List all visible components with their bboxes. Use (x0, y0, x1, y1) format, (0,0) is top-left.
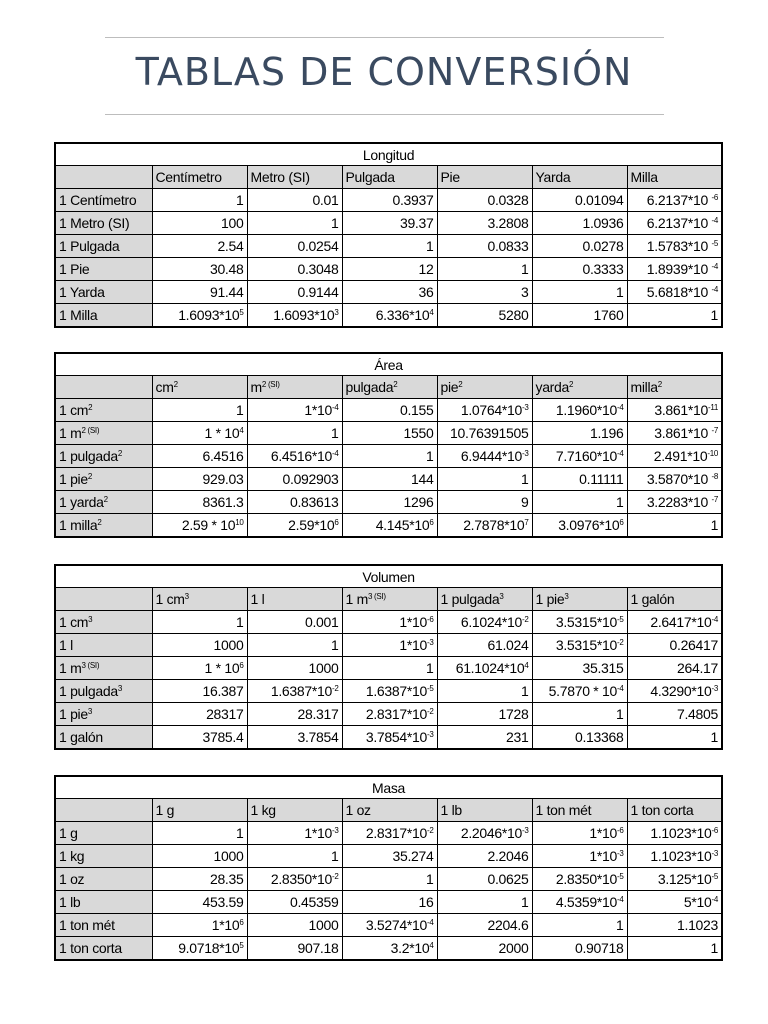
table-cell: 1 (152, 611, 247, 634)
row-header: 1 Centímetro (55, 189, 152, 212)
column-header: milla$^2$ (627, 376, 722, 399)
table-header-row (55, 588, 722, 611)
table-cell: $1 * 10^6$ (152, 657, 247, 680)
header-corner-cell (55, 166, 152, 189)
table-cell: 3.2283*10 $^{-7}$ (627, 491, 722, 514)
table-cell: $1.6387*10^{-5}$ (342, 680, 437, 703)
table-cell: 3.861*10 $^{-7}$ (627, 422, 722, 445)
table-cell: $2.59 * 10^{10}$ (152, 514, 247, 538)
table-cell: $2.8350*10^{-5}$ (532, 868, 627, 891)
table-cell: 6.2137*10 $^{-6}$ (627, 189, 722, 212)
title-bottom-rule (105, 114, 664, 115)
table-cell: 9 (437, 491, 532, 514)
table-row (55, 822, 722, 845)
table-cell: 16 (342, 891, 437, 914)
table-masa (54, 775, 723, 961)
table-cell: 1000 (152, 634, 247, 657)
table-cell: 3785.4 (152, 726, 247, 750)
table-volumen (54, 564, 723, 750)
row-header: 1 galón (55, 726, 152, 750)
table-cell: 91.44 (152, 281, 247, 304)
row-header: 1 lb (55, 891, 152, 914)
title-top-rule (105, 37, 664, 38)
row-header: 1 pie$^2$ (55, 468, 152, 491)
table-cell: 35.315 (532, 657, 627, 680)
table-cell: 8361.3 (152, 491, 247, 514)
table-cell: 0.9144 (247, 281, 342, 304)
table-cell: $3.861*10^{-11}$ (627, 399, 722, 422)
table-row (55, 281, 722, 304)
table-row (55, 422, 722, 445)
table-cell: 1 (342, 868, 437, 891)
row-header: 1 ton mét (55, 914, 152, 937)
table-row (55, 235, 722, 258)
table-cell: 12 (342, 258, 437, 281)
table-cell: 2.54 (152, 235, 247, 258)
table-cell: 453.59 (152, 891, 247, 914)
table-cell: $2.6417*10^{-4}$ (627, 611, 722, 634)
row-header: 1 Pie (55, 258, 152, 281)
table-cell: 1296 (342, 491, 437, 514)
table-cell: $1.6093*10^3$ (247, 304, 342, 328)
table-row (55, 634, 722, 657)
table-cell: 0.90718 (532, 937, 627, 961)
table-cell: $2.8317*10^{-2}$ (342, 822, 437, 845)
table-cell: 28317 (152, 703, 247, 726)
table-caption: Volumen (55, 565, 722, 588)
table-row (55, 680, 722, 703)
table-cell: $1*10^6$ (152, 914, 247, 937)
table-cell: 7.4805 (627, 703, 722, 726)
table-row (55, 468, 722, 491)
table-cell: 2000 (437, 937, 532, 961)
table-cell: 0.3048 (247, 258, 342, 281)
table-row (55, 304, 722, 328)
row-header: 1 pulgada$^2$ (55, 445, 152, 468)
table-cell: 1 (437, 468, 532, 491)
page-title: TABLAS DE CONVERSIÓN (135, 50, 633, 94)
table-cell: $2.2046*10^{-3}$ (437, 822, 532, 845)
column-header: 1 l (247, 588, 342, 611)
table-cell: 6.2137*10 $^{-4}$ (627, 212, 722, 235)
table-cell: $6.1024*10^{-2}$ (437, 611, 532, 634)
column-header: Metro (SI) (247, 166, 342, 189)
table-cell: $1.6093*10^5$ (152, 304, 247, 328)
table-cell: 0.001 (247, 611, 342, 634)
table-cell: 1.196 (532, 422, 627, 445)
table-cell: $3.5315*10^{-5}$ (532, 611, 627, 634)
table-longitud (54, 142, 723, 328)
column-header: Pie (437, 166, 532, 189)
table-cell: $6.4516*10^{-4}$ (247, 445, 342, 468)
table-cell: $2.8317*10^{-2}$ (342, 703, 437, 726)
table-cell: 5280 (437, 304, 532, 328)
column-header: 1 ton mét (532, 799, 627, 822)
table-cell: 0.3333 (532, 258, 627, 281)
column-header: 1 kg (247, 799, 342, 822)
table-cell: 1.8939*10 $^{-4}$ (627, 258, 722, 281)
table-cell: 1 (627, 304, 722, 328)
table-cell: 1 (437, 258, 532, 281)
table-cell: 1 (627, 514, 722, 538)
table-row (55, 611, 722, 634)
table-cell: $1*10^{-3}$ (532, 845, 627, 868)
table-cell: 144 (342, 468, 437, 491)
table-cell: 1 (532, 281, 627, 304)
table-row (55, 937, 722, 961)
column-header: 1 g (152, 799, 247, 822)
table-cell: $1.1960*10^{-4}$ (532, 399, 627, 422)
table-cell: 0.26417 (627, 634, 722, 657)
table-cell: $2.491*10^{-10}$ (627, 445, 722, 468)
table-cell: 3 (437, 281, 532, 304)
table-row (55, 445, 722, 468)
row-header: 1 $m^{2 (SI)}$ (55, 422, 152, 445)
table-cell: 1 (152, 399, 247, 422)
table-cell: $1*10^{-6}$ (532, 822, 627, 845)
table-cell: 16.387 (152, 680, 247, 703)
table-row (55, 703, 722, 726)
row-header: 1 $m^{3 (SI)}$ (55, 657, 152, 680)
column-header: pulgada$^2$ (342, 376, 437, 399)
table-cell: 3.7854 (247, 726, 342, 750)
row-header: 1 pulgada$^3$ (55, 680, 152, 703)
header-corner-cell (55, 799, 152, 822)
table-cell: 1 (152, 189, 247, 212)
table-cell: 35.274 (342, 845, 437, 868)
table-cell: 61.024 (437, 634, 532, 657)
column-header: $m^{2 (SI)}$ (247, 376, 342, 399)
column-header: Milla (627, 166, 722, 189)
column-header: 1 $cm^3$ (152, 588, 247, 611)
table-cell: $1.1023*10^{-3}$ (627, 845, 722, 868)
table-cell: 907.18 (247, 937, 342, 961)
table-cell: 1.1023 (627, 914, 722, 937)
row-header: 1 ton corta (55, 937, 152, 961)
table-cell: $1.0764*10^{-3}$ (437, 399, 532, 422)
table-cell: 100 (152, 212, 247, 235)
column-header: Yarda (532, 166, 627, 189)
table-cell: $4.3290*10^{-3}$ (627, 680, 722, 703)
table-cell: $9.0718*10^5$ (152, 937, 247, 961)
row-header: 1 Pulgada (55, 235, 152, 258)
table-cell: 1 (247, 845, 342, 868)
table-row (55, 491, 722, 514)
table-cell: 1760 (532, 304, 627, 328)
table-cell: 1000 (247, 657, 342, 680)
table-rea (54, 352, 723, 538)
table-cell: 264.17 (627, 657, 722, 680)
column-header: 1 pulgada$^3$ (437, 588, 532, 611)
table-cell: 1 (247, 422, 342, 445)
table-cell: 1.0936 (532, 212, 627, 235)
table-cell: $5.7870 * 10^{-4}$ (532, 680, 627, 703)
column-header: yarda$^2$ (532, 376, 627, 399)
table-cell: $1*10^{-4}$ (247, 399, 342, 422)
table-cell: 36 (342, 281, 437, 304)
table-cell: 0.11111 (532, 468, 627, 491)
table-cell: 0.155 (342, 399, 437, 422)
column-header: Centímetro (152, 166, 247, 189)
table-cell: 1550 (342, 422, 437, 445)
table-cell: 28.317 (247, 703, 342, 726)
table-cell: 1 (532, 703, 627, 726)
header-corner-cell (55, 588, 152, 611)
table-cell: $4.145*10^6$ (342, 514, 437, 538)
table-cell: 929.03 (152, 468, 247, 491)
row-header: 1 oz (55, 868, 152, 891)
table-cell: 3.2808 (437, 212, 532, 235)
table-caption: Masa (55, 776, 722, 799)
table-cell: 1 (437, 891, 532, 914)
table-cell: 0.092903 (247, 468, 342, 491)
table-cell: $3.5274*10^{-4}$ (342, 914, 437, 937)
row-header: 1 Milla (55, 304, 152, 328)
table-row (55, 891, 722, 914)
row-header: 1 $cm^2$ (55, 399, 152, 422)
table-cell: $6.9444*10^{-3}$ (437, 445, 532, 468)
table-row (55, 845, 722, 868)
table-cell: 2204.6 (437, 914, 532, 937)
row-header: 1 pie$^3$ (55, 703, 152, 726)
table-cell: 231 (437, 726, 532, 750)
table-cell: 0.01 (247, 189, 342, 212)
table-row (55, 258, 722, 281)
row-header: 1 yarda$^2$ (55, 491, 152, 514)
column-header: $cm^2$ (152, 376, 247, 399)
table-row (55, 514, 722, 538)
row-header: 1 kg (55, 845, 152, 868)
table-cell: 0.3937 (342, 189, 437, 212)
table-cell: $1*10^{-3}$ (247, 822, 342, 845)
table-cell: $7.7160*10^{-4}$ (532, 445, 627, 468)
table-cell: 1 (247, 212, 342, 235)
table-cell: 1000 (247, 914, 342, 937)
column-header: 1 pie$^3$ (532, 588, 627, 611)
table-cell: $4.5359*10^{-4}$ (532, 891, 627, 914)
table-cell: $1*10^{-3}$ (342, 634, 437, 657)
table-row (55, 726, 722, 750)
row-header: 1 l (55, 634, 152, 657)
table-cell: $3.5315*10^{-2}$ (532, 634, 627, 657)
table-cell: 39.37 (342, 212, 437, 235)
table-cell: $5*10^{-4}$ (627, 891, 722, 914)
table-cell: 1 (627, 937, 722, 961)
table-row (55, 399, 722, 422)
column-header: 1 lb (437, 799, 532, 822)
table-cell: 28.35 (152, 868, 247, 891)
table-cell: $3.125*10^{-5}$ (627, 868, 722, 891)
row-header: 1 milla$^2$ (55, 514, 152, 538)
table-cell: 0.45359 (247, 891, 342, 914)
table-cell: $1*10^{-6}$ (342, 611, 437, 634)
table-cell: $1 * 10^4$ (152, 422, 247, 445)
table-caption: Longitud (55, 143, 722, 166)
table-cell: 1 (627, 726, 722, 750)
table-cell: $2.7878*10^7$ (437, 514, 532, 538)
table-cell: $61.1024*10^4$ (437, 657, 532, 680)
table-header-row (55, 799, 722, 822)
table-cell: $2.59*10^6$ (247, 514, 342, 538)
table-cell: 1 (247, 634, 342, 657)
table-cell: 1 (532, 491, 627, 514)
table-cell: 1 (152, 822, 247, 845)
table-caption: Área (55, 353, 722, 376)
table-cell: 0.83613 (247, 491, 342, 514)
column-header: 1 $m^{3 (SI)}$ (342, 588, 437, 611)
column-header: pie$^2$ (437, 376, 532, 399)
column-header: 1 ton corta (627, 799, 722, 822)
table-cell: 6.4516 (152, 445, 247, 468)
table-cell: 1000 (152, 845, 247, 868)
table-row (55, 657, 722, 680)
table-cell: 1 (342, 657, 437, 680)
row-header: 1 Metro (SI) (55, 212, 152, 235)
header-corner-cell (55, 376, 152, 399)
table-cell: 5.6818*10 $^{-4}$ (627, 281, 722, 304)
table-header-row (55, 376, 722, 399)
table-cell: 1728 (437, 703, 532, 726)
column-header: 1 oz (342, 799, 437, 822)
row-header: 1 $cm^3$ (55, 611, 152, 634)
column-header: Pulgada (342, 166, 437, 189)
table-cell: 0.01094 (532, 189, 627, 212)
table-row (55, 212, 722, 235)
table-cell: $6.336*10^4$ (342, 304, 437, 328)
table-cell: $1.6387*10^{-2}$ (247, 680, 342, 703)
table-cell: 30.48 (152, 258, 247, 281)
table-cell: 10.76391505 (437, 422, 532, 445)
table-cell: 1 (437, 680, 532, 703)
row-header: 1 Yarda (55, 281, 152, 304)
table-cell: $3.7854*10^{-3}$ (342, 726, 437, 750)
table-cell: $3.2*10^4$ (342, 937, 437, 961)
table-cell: 0.13368 (532, 726, 627, 750)
table-cell: 1.5783*10 $^{-5}$ (627, 235, 722, 258)
table-cell: 0.0278 (532, 235, 627, 258)
table-cell: $1.1023*10^{-6}$ (627, 822, 722, 845)
table-header-row (55, 166, 722, 189)
table-cell: 1 (532, 914, 627, 937)
table-cell: 2.2046 (437, 845, 532, 868)
table-cell: 3.5870*10 $^{-8}$ (627, 468, 722, 491)
table-cell: 0.0328 (437, 189, 532, 212)
table-row (55, 189, 722, 212)
column-header: 1 galón (627, 588, 722, 611)
table-row (55, 914, 722, 937)
table-cell: 1 (342, 445, 437, 468)
table-cell: $3.0976*10^6$ (532, 514, 627, 538)
table-cell: 0.0625 (437, 868, 532, 891)
table-cell: 0.0833 (437, 235, 532, 258)
row-header: 1 g (55, 822, 152, 845)
table-cell: 1 (342, 235, 437, 258)
table-row (55, 868, 722, 891)
table-cell: $2.8350*10^{-2}$ (247, 868, 342, 891)
table-cell: 0.0254 (247, 235, 342, 258)
